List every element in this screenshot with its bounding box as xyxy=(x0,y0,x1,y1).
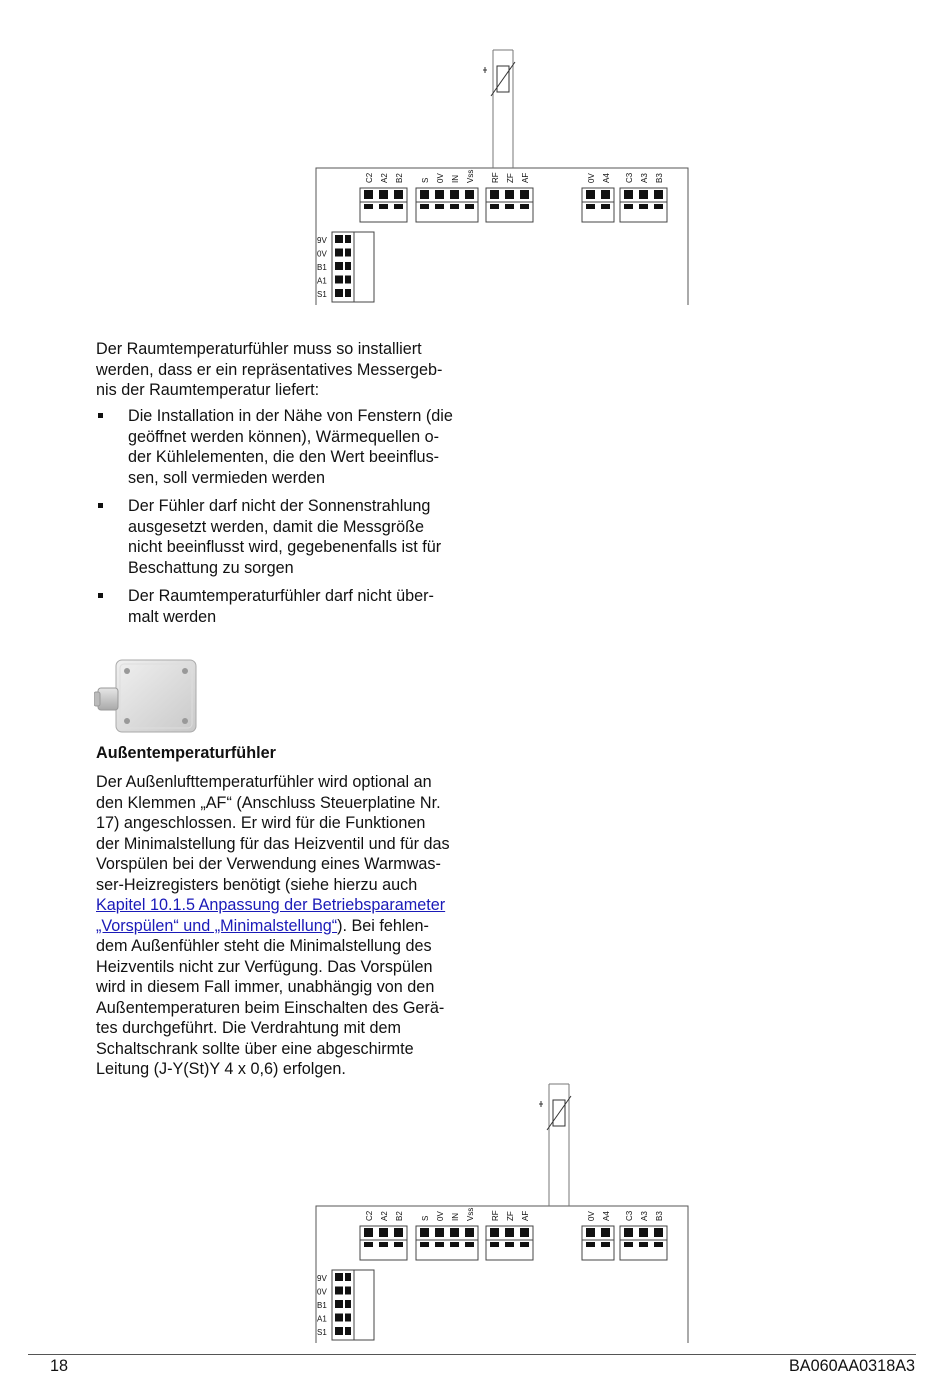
terminal-pin xyxy=(639,1228,648,1237)
terminal-pin xyxy=(490,1228,499,1237)
terminal-label: A1 xyxy=(317,1314,327,1324)
paragraph-line: tes durchgeführt. Die Verdrahtung mit dem xyxy=(96,1019,402,1037)
list-item-line: Der Raumtemperaturfühler darf nicht über- xyxy=(128,587,434,605)
list-item xyxy=(96,406,496,488)
terminal-pin xyxy=(465,204,474,209)
terminal-pin xyxy=(335,1287,343,1295)
wiring-diagram-outdoor-sensor xyxy=(300,1078,700,1348)
terminal-pin xyxy=(435,190,444,199)
terminal-label: AF xyxy=(521,1210,530,1221)
terminal-pin xyxy=(520,1242,529,1247)
terminal-pin xyxy=(345,235,351,243)
terminal-pin xyxy=(586,190,595,199)
terminal-pin xyxy=(450,1242,459,1247)
terminal-label: C3 xyxy=(625,1210,634,1221)
terminal-label: C2 xyxy=(365,1210,374,1221)
list-item-line: malt werden xyxy=(128,607,217,626)
paragraph-text: ). Bei fehlen- xyxy=(337,916,429,935)
terminal-label: A2 xyxy=(380,173,389,183)
terminal-pin xyxy=(345,1273,351,1281)
terminal-label: A4 xyxy=(602,173,611,183)
terminal-pin xyxy=(490,204,499,209)
terminal-pin xyxy=(335,1273,343,1281)
terminal-pin xyxy=(420,1228,429,1237)
terminal-pin xyxy=(335,289,343,297)
list-item xyxy=(96,586,496,627)
terminal-label: 0V xyxy=(587,1211,596,1221)
terminal-pin xyxy=(624,1242,633,1247)
terminal-pin xyxy=(335,1327,343,1335)
terminal-pin xyxy=(435,204,444,209)
terminal-label: AF xyxy=(521,172,530,183)
terminal-label: Vss xyxy=(466,169,475,183)
terminal-label: IN xyxy=(451,1213,460,1221)
chapter-link-continued[interactable]: „Vorspülen“ und „Minimalstellung“ xyxy=(96,916,338,935)
list-item-line: geöffnet werden können), Wärmequellen o- xyxy=(128,427,440,446)
terminal-label: A3 xyxy=(640,1211,649,1221)
terminal-label: 9V xyxy=(317,1274,327,1283)
terminal-label: 0V xyxy=(436,173,445,183)
terminal-pin xyxy=(364,1242,373,1247)
terminal-label: B3 xyxy=(655,1211,664,1221)
terminal-pin xyxy=(345,1287,351,1295)
terminal-label: ZF xyxy=(506,173,515,183)
terminal-pin xyxy=(450,204,459,209)
document-id: BA060AA0318A3 xyxy=(788,1357,915,1375)
terminal-label: 9V xyxy=(317,236,327,245)
terminal-pin xyxy=(335,249,343,257)
chapter-link[interactable]: Kapitel 10.1.5 Anpassung der Betriebsparameter xyxy=(96,896,446,914)
terminal-pin xyxy=(465,190,474,199)
terminal-pin xyxy=(639,204,648,209)
list-item-line: der Kühlelementen, die den Wert beeinflus- xyxy=(128,448,440,466)
terminal-pin xyxy=(420,204,429,209)
list-item-line: Der Fühler darf nicht der Sonnenstrahlung xyxy=(128,497,431,515)
terminal-pin xyxy=(394,1242,403,1247)
terminal-pin xyxy=(505,1228,514,1237)
terminal-pin xyxy=(345,1327,351,1335)
terminal-pin xyxy=(520,1228,529,1237)
terminal-label: 0V xyxy=(317,1287,327,1297)
wiring-diagram-room-sensor xyxy=(300,40,700,310)
paragraph-line: ser-Heizregisters benötigt (siehe hierzu auch xyxy=(96,875,418,894)
terminal-pin xyxy=(450,190,459,199)
terminal-pin xyxy=(505,190,514,199)
terminal-label: A2 xyxy=(380,1211,389,1221)
paragraph-line: wird in diesem Fall immer, unabhängig von den xyxy=(96,978,435,996)
terminal-label: RF xyxy=(491,172,500,183)
terminal-pin xyxy=(345,1314,351,1322)
terminal-pin xyxy=(345,1300,351,1308)
terminal-label: A4 xyxy=(602,1211,611,1221)
terminal-pin xyxy=(654,1242,663,1247)
paragraph-line: dem Außenfühler steht die Minimalstellung des xyxy=(96,937,432,955)
terminal-pin xyxy=(654,1228,663,1237)
terminal-label: A1 xyxy=(317,276,327,286)
list-item-line: Die Installation in der Nähe von Fenstern (die xyxy=(128,407,453,425)
terminal-block-base xyxy=(354,232,374,302)
paragraph-line: Der Außenlufttemperaturfühler wird optional an xyxy=(96,773,432,791)
temperature-icon xyxy=(483,67,487,73)
terminal-pin xyxy=(586,1228,595,1237)
paragraph-line: Leitung (J-Y(St)Y 4 x 0,6) erfolgen. xyxy=(96,1060,346,1078)
terminal-pin xyxy=(364,190,373,199)
terminal-pin xyxy=(520,190,529,199)
terminal-label: S1 xyxy=(317,290,327,299)
terminal-block-base xyxy=(354,1270,374,1340)
terminal-label: C2 xyxy=(365,172,374,183)
paragraph-line: 17) angeschlossen. Er wird für die Funktionen xyxy=(96,814,426,832)
intro-line: werden, dass er ein repräsentatives Messergeb- xyxy=(96,360,443,379)
terminal-pin xyxy=(394,1228,403,1237)
terminal-pin xyxy=(335,1300,343,1308)
terminal-pin xyxy=(394,190,403,199)
terminal-pin xyxy=(364,204,373,209)
terminal-pin xyxy=(624,190,633,199)
terminal-pin xyxy=(624,1228,633,1237)
terminal-pin xyxy=(639,1242,648,1247)
terminal-pin xyxy=(345,249,351,257)
terminal-label: B1 xyxy=(317,1301,327,1310)
terminal-pin xyxy=(601,190,610,199)
terminal-label: ZF xyxy=(506,1211,515,1221)
paragraph-line: der Minimalstellung für das Heizventil und für das xyxy=(96,834,450,853)
page-number: 18 xyxy=(50,1357,69,1375)
terminal-pin xyxy=(345,262,351,270)
terminal-pin xyxy=(335,262,343,270)
terminal-label: A3 xyxy=(640,173,649,183)
terminal-pin xyxy=(465,1242,474,1247)
terminal-pin xyxy=(654,190,663,199)
list-item-line: nicht beeinflusst wird, gegebenenfalls ist für xyxy=(128,538,442,556)
terminal-pin xyxy=(505,204,514,209)
intro-line: Der Raumtemperaturfühler muss so installiert xyxy=(96,340,422,358)
terminal-pin xyxy=(465,1228,474,1237)
terminal-label: C3 xyxy=(625,172,634,183)
terminal-pin xyxy=(520,204,529,209)
terminal-pin xyxy=(490,190,499,199)
terminal-label: RF xyxy=(491,1210,500,1221)
terminal-pin xyxy=(379,204,388,209)
footer-divider xyxy=(28,1354,916,1355)
temperature-icon xyxy=(539,1101,543,1107)
terminal-label: IN xyxy=(451,175,460,183)
terminal-label: S xyxy=(421,1215,430,1221)
intro-line: nis der Raumtemperatur liefert: xyxy=(96,381,320,399)
paragraph-line: den Klemmen „AF“ (Anschluss Steuerplatine Nr. xyxy=(96,793,441,812)
terminal-pin xyxy=(379,1242,388,1247)
terminal-pin xyxy=(345,276,351,284)
terminal-label: B2 xyxy=(395,173,404,183)
paragraph-line: Heizventils nicht zur Verfügung. Das Vorspülen xyxy=(96,957,433,976)
terminal-pin xyxy=(490,1242,499,1247)
terminal-label: Vss xyxy=(466,1207,475,1221)
installation-requirements-list xyxy=(96,406,496,635)
terminal-pin xyxy=(601,1228,610,1237)
terminal-pin xyxy=(364,1228,373,1237)
terminal-pin xyxy=(335,235,343,243)
outdoor-sensor-photo xyxy=(94,658,218,736)
terminal-pin xyxy=(654,204,663,209)
terminal-pin xyxy=(639,190,648,199)
terminal-label: B3 xyxy=(655,173,664,183)
terminal-pin xyxy=(420,190,429,199)
terminal-pin xyxy=(335,1314,343,1322)
list-item-line: Beschattung zu sorgen xyxy=(128,558,294,577)
terminal-label: B1 xyxy=(317,263,327,272)
terminal-pin xyxy=(379,1228,388,1237)
terminal-label: 0V xyxy=(436,1211,445,1221)
terminal-label: 0V xyxy=(317,249,327,259)
paragraph-line: Vorspülen bei der Verwendung eines Warmwas- xyxy=(96,855,441,873)
terminal-label: 0V xyxy=(587,173,596,183)
terminal-pin xyxy=(601,1242,610,1247)
section-heading: Außentemperaturfühler xyxy=(96,744,276,762)
terminal-pin xyxy=(435,1242,444,1247)
terminal-pin xyxy=(450,1228,459,1237)
terminal-pin xyxy=(394,204,403,209)
section-paragraph xyxy=(96,772,496,1080)
list-item xyxy=(96,496,496,578)
terminal-pin xyxy=(379,190,388,199)
terminal-pin xyxy=(335,276,343,284)
intro-paragraph xyxy=(96,339,496,401)
terminal-label: S xyxy=(421,177,430,183)
paragraph-line: Außentemperaturen beim Einschalten des Gerä- xyxy=(96,998,445,1017)
terminal-pin xyxy=(624,204,633,209)
terminal-pin xyxy=(586,204,595,209)
terminal-label: S1 xyxy=(317,1328,327,1337)
terminal-pin xyxy=(505,1242,514,1247)
terminal-pin xyxy=(601,204,610,209)
terminal-pin xyxy=(586,1242,595,1247)
terminal-pin xyxy=(420,1242,429,1247)
terminal-label: B2 xyxy=(395,1211,404,1221)
terminal-pin xyxy=(435,1228,444,1237)
paragraph-line: Schaltschrank sollte über eine abgeschirmte xyxy=(96,1039,414,1058)
list-item-line: ausgesetzt werden, damit die Messgröße xyxy=(128,517,425,536)
terminal-pin xyxy=(345,289,351,297)
list-item-line: sen, soll vermieden werden xyxy=(128,468,326,487)
